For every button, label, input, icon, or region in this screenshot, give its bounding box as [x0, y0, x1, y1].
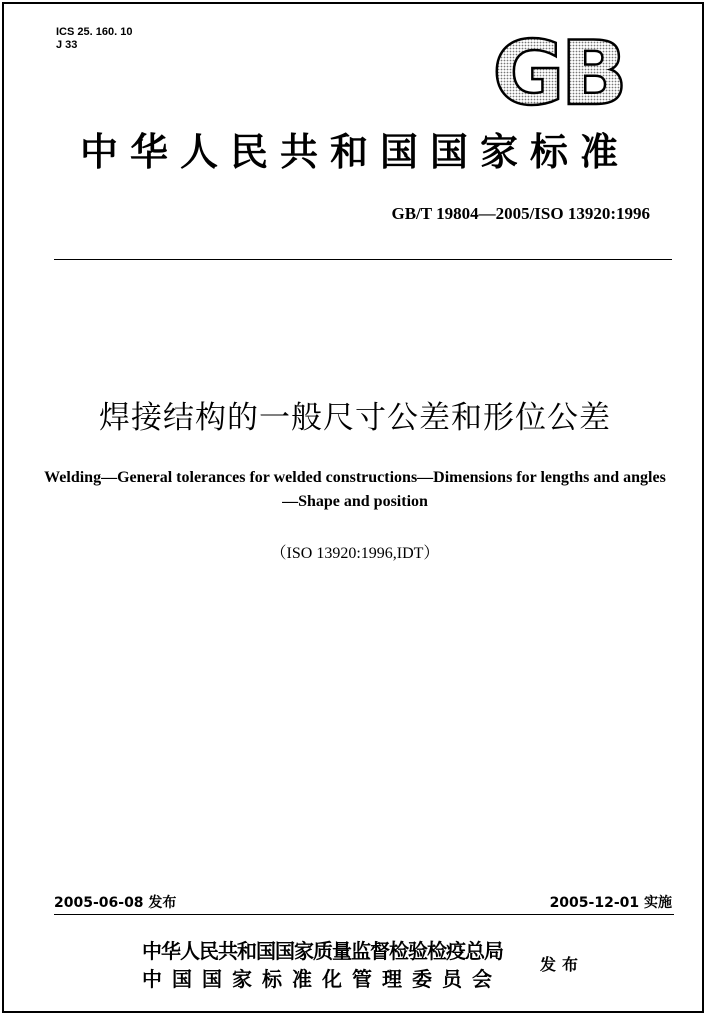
- standard-cover-page: [2, 2, 704, 1013]
- national-standard-title: 中华人民共和国国家标准: [79, 130, 630, 174]
- footer-divider: [54, 914, 674, 915]
- issue-label: 发布: [540, 955, 585, 974]
- equivalence-note: （ISO 13920:1996,IDT）: [270, 545, 440, 562]
- implement-date: 2005-12-01 实施: [549, 895, 672, 911]
- publish-date: 2005-06-08 发布: [54, 895, 177, 911]
- issuer-sac: 中国国家标准化管理委员会: [142, 967, 502, 991]
- header-divider: [54, 259, 672, 260]
- english-title: Welding—General tolerances for welded constructions—Dimensions for lengths and angles—Shape and position: [44, 469, 666, 510]
- ics-code: ICS 25. 160. 10: [56, 26, 133, 38]
- gb-logo-mark: [482, 32, 634, 114]
- ccs-code: J 33: [56, 39, 78, 51]
- classification-codes: [56, 26, 132, 52]
- gb-logo-letters: GB: [492, 32, 624, 114]
- issuer-aqsiq: 中华人民共和国国家质量监督检验检疫总局: [142, 939, 503, 963]
- standard-number: GB/T 19804—2005/ISO 13920:1996: [391, 204, 650, 223]
- gb-logo: [482, 32, 634, 118]
- chinese-title: 焊接结构的一般尺寸公差和形位公差: [99, 400, 611, 436]
